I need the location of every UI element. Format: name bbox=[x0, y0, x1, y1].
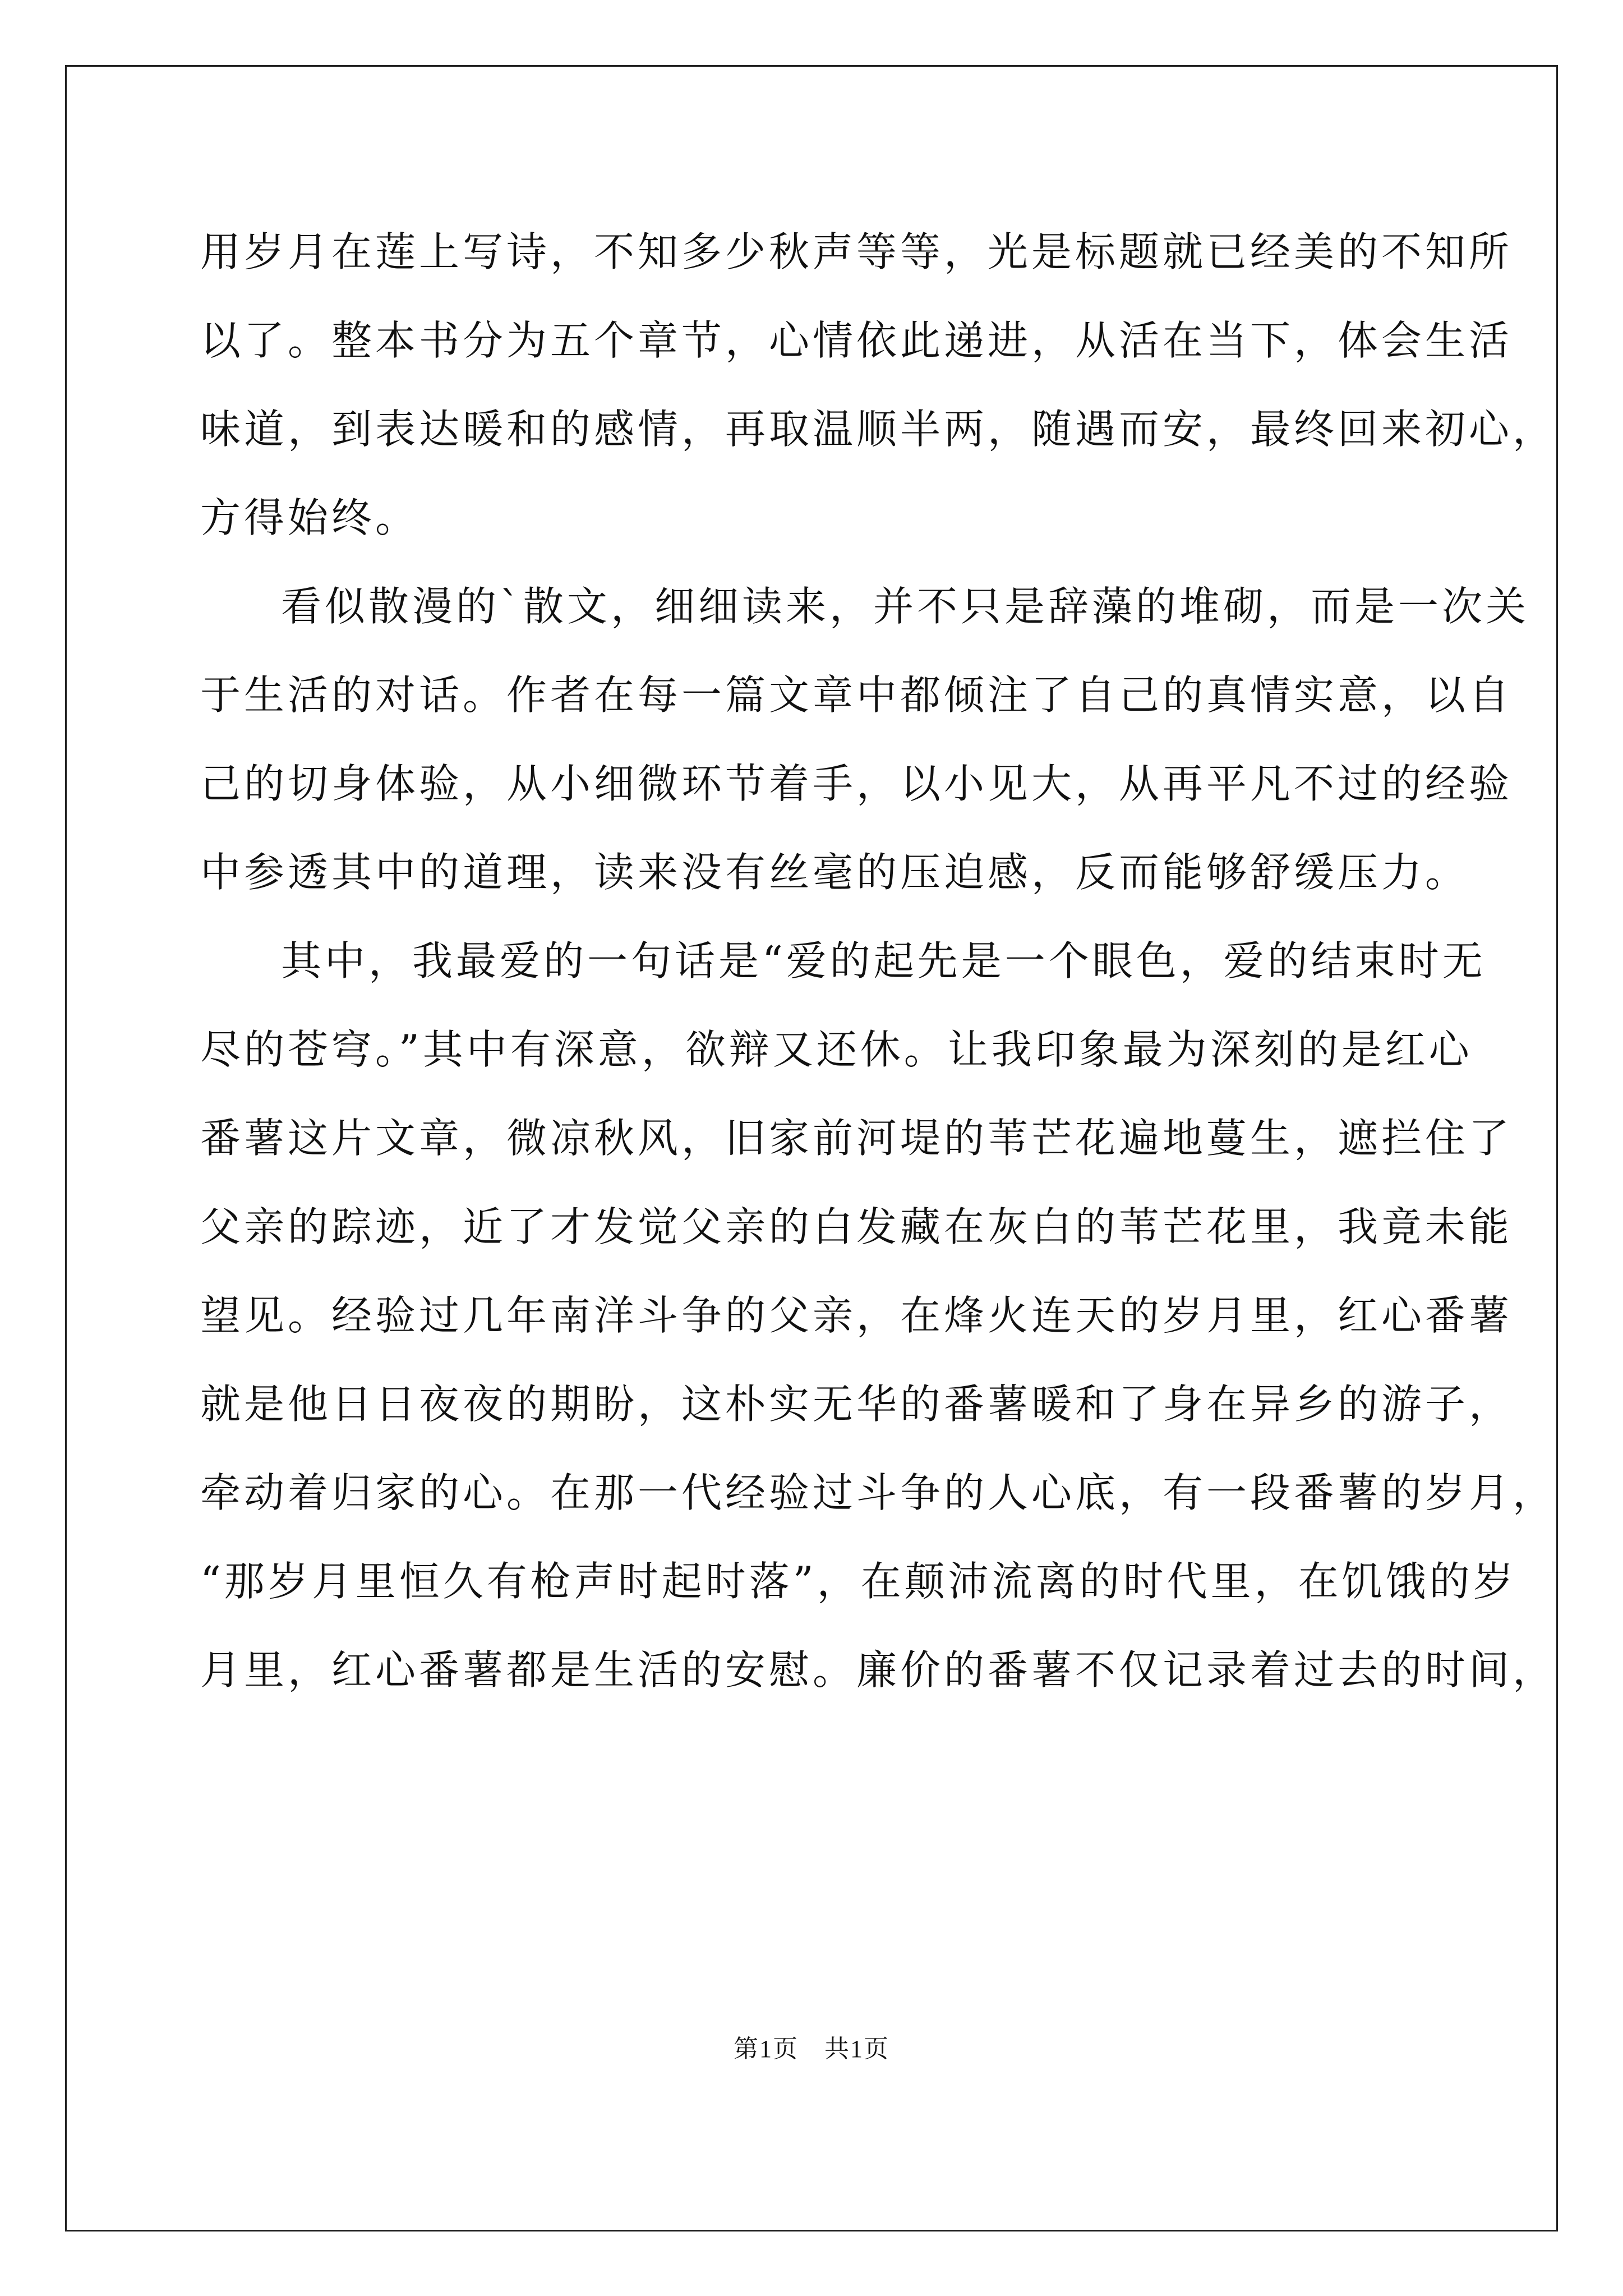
text-line: 中参透其中的道理，读来没有丝毫的压迫感，反而能够舒缓压力。 bbox=[200, 849, 1469, 896]
document-body bbox=[200, 208, 1557, 1714]
paragraph-start-line: 其中，我最爱的一句话是“爱的起先是一个眼色，爱的结束时无 bbox=[281, 937, 1486, 984]
text-line: “那岁月里恒久有枪声时起时落”，在颠沛流离的时代里，在饥饿的岁 bbox=[200, 1558, 1517, 1605]
text-line: 望见。经验过几年南洋斗争的父亲，在烽火连天的岁月里，红心番薯 bbox=[200, 1292, 1513, 1339]
text-line: 用岁月在莲上写诗，不知多少秋声等等，光是标题就已经美的不知所 bbox=[200, 228, 1513, 275]
paragraph-start-line: 看似散漫的`散文，细细读来，并不只是辞藻的堆砌，而是一次关 bbox=[281, 583, 1530, 630]
text-line: 以了。整本书分为五个章节，心情依此递进，从活在当下，体会生活 bbox=[200, 317, 1513, 364]
text-line: 方得始终。 bbox=[200, 494, 419, 541]
text-line: 尽的苍穹。”其中有深意，欲辩又还休。让我印象最为深刻的是红心 bbox=[200, 1026, 1473, 1073]
text-line: 月里，红心番薯都是生活的安慰。廉价的番薯不仅记录着过去的时间， bbox=[200, 1646, 1557, 1694]
text-line: 味道，到表达暖和的感情，再取温顺半两，随遇而安，最终回来初心， bbox=[200, 406, 1557, 453]
text-line: 牵动着归家的心。在那一代经验过斗争的人心底，有一段番薯的岁月， bbox=[200, 1469, 1557, 1516]
text-line: 父亲的踪迹，近了才发觉父亲的白发藏在灰白的苇芒花里，我竟未能 bbox=[200, 1203, 1513, 1250]
text-line: 番薯这片文章，微凉秋风，旧家前河堤的苇芒花遍地蔓生，遮拦住了 bbox=[200, 1115, 1513, 1162]
text-line: 于生活的对话。作者在每一篇文章中都倾注了自己的真情实意，以自 bbox=[200, 671, 1513, 719]
text-line: 就是他日日夜夜的期盼，这朴实无华的番薯暖和了身在异乡的游子， bbox=[200, 1381, 1513, 1428]
text-line: 己的切身体验，从小细微环节着手，以小见大，从再平凡不过的经验 bbox=[200, 760, 1513, 807]
page-number-footer: 第1页 共1页 bbox=[734, 2035, 889, 2063]
